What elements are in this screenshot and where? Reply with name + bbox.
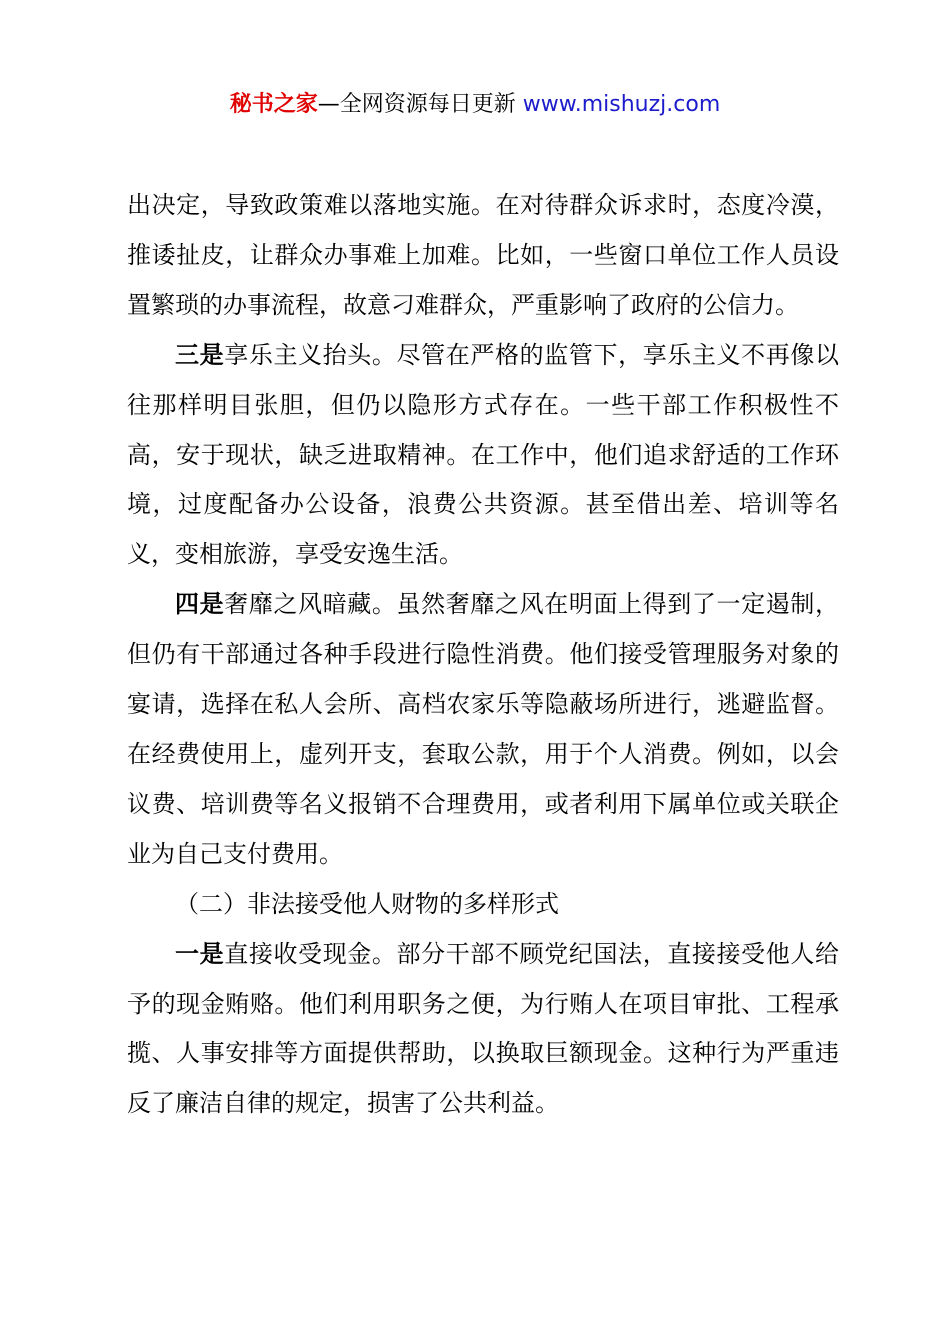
paragraph-point-one	[127, 930, 839, 1130]
section-heading-text: （二）非法接受他人财物的多样形式	[175, 889, 559, 918]
page-header	[0, 88, 950, 122]
paragraph-point-three	[127, 331, 839, 581]
paragraph-text: 享乐主义抬头。尽管在严格的监管下，享乐主义不再像以往那样明目张胆，但仍以隐形方式存在。一些干部工作积极性不高，安于现状，缺乏进取精神。在工作中，他们追求舒适的工作环境，过度配备办公设备，浪费公共资源。甚至借出差、培训等名义，变相旅游，享受安逸生活。	[127, 340, 840, 569]
site-url-link[interactable]: www.mishuzj.com	[522, 92, 721, 117]
paragraph-text: 奢靡之风暗藏。虽然奢靡之风在明面上得到了一定遏制，但仍有干部通过各种手段进行隐性消费。他们接受管理服务对象的宴请，选择在私人会所、高档农家乐等隐蔽场所进行，逃避监督。在经费使用上，虚列开支，套取公款，用于个人消费。例如，以会议费、培训费等名义报销不合理费用，或者利用下属单位或关联企业为自己支付费用。	[127, 590, 840, 868]
site-tagline: —全网资源每日更新	[317, 92, 516, 117]
document-body	[127, 181, 839, 1129]
paragraph-point-four	[127, 580, 839, 879]
paragraph-continuation	[127, 181, 839, 331]
paragraph-text: 直接收受现金。部分干部不顾党纪国法，直接接受他人给予的现金贿赂。他们利用职务之便，为行贿人在项目审批、工程承揽、人事安排等方面提供帮助，以换取巨额现金。这种行为严重违反了廉洁自律的规定，损害了公共利益。	[127, 939, 840, 1118]
paragraph-lead: 一是	[175, 939, 225, 968]
site-brand: 秘书之家	[229, 92, 318, 117]
paragraph-text: 出决定，导致政策难以落地实施。在对待群众诉求时，态度冷漠，推诿扯皮，让群众办事难上加难。比如，一些窗口单位工作人员设置繁琐的办事流程，故意刁难群众，严重影响了政府的公信力。	[127, 191, 839, 319]
paragraph-lead: 三是	[175, 340, 225, 369]
section-heading	[127, 880, 839, 930]
paragraph-lead: 四是	[175, 590, 225, 619]
